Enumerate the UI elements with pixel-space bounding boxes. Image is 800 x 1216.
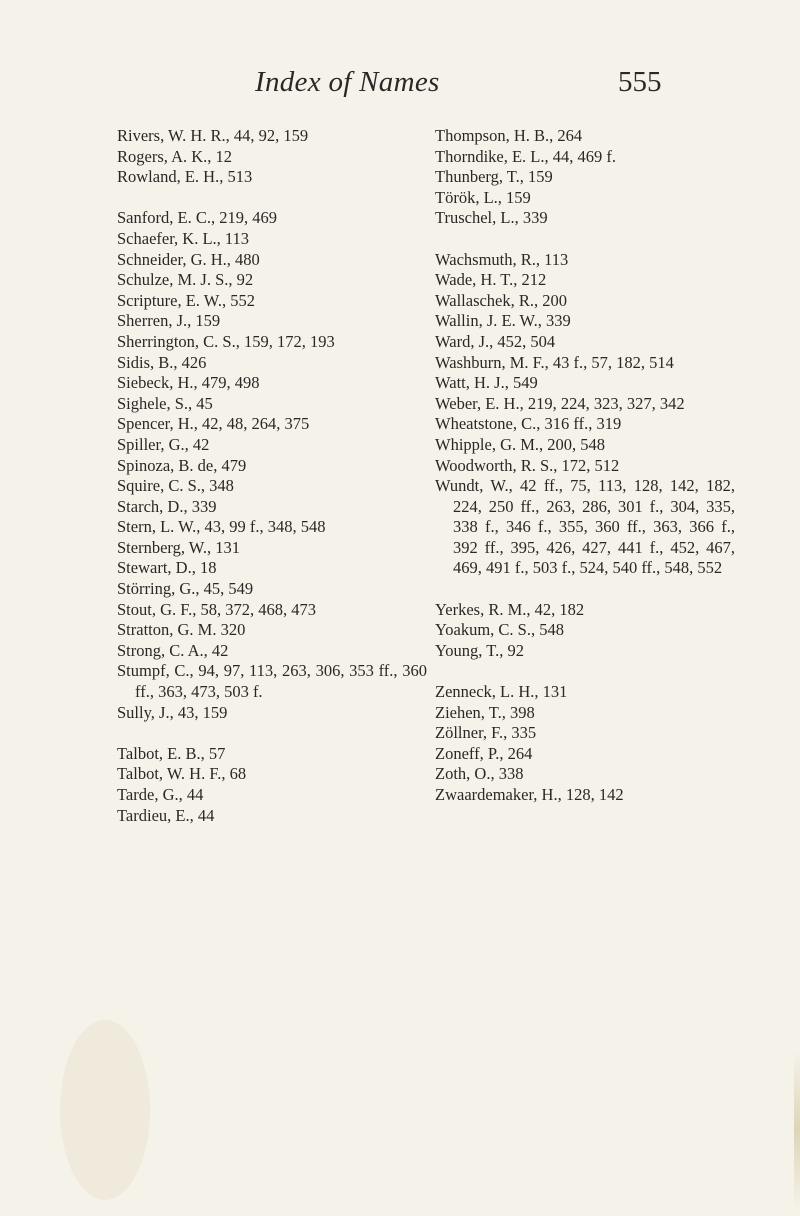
index-entry: Török, L., 159 (435, 187, 531, 207)
index-entry: Spencer, H., 42, 48, 264, 375 (117, 414, 310, 434)
index-entry: Weber, E. H., 219, 224, 323, 327, 342 (435, 393, 685, 413)
page-header (0, 66, 800, 106)
running-title: Index of Names (255, 66, 440, 98)
index-entry: Sidis, B., 426 (117, 352, 207, 372)
letter-section-gap (435, 579, 735, 600)
index-entry: Wallin, J. E. W., 339 (435, 311, 571, 331)
index-entry: Young, T., 92 (435, 640, 524, 660)
index-entry: Ziehen, T., 398 (435, 702, 535, 722)
index-entry: Yoakum, C. S., 548 (435, 620, 564, 640)
index-entry: Sully, J., 43, 159 (117, 702, 228, 722)
index-column-right (435, 126, 735, 806)
index-entry: Schneider, G. H., 480 (117, 249, 260, 269)
index-entry: Sternberg, W., 131 (117, 537, 240, 557)
index-entry: Störring, G., 45, 549 (117, 579, 254, 599)
index-entry: Ward, J., 452, 504 (435, 331, 556, 351)
index-entry: Zoth, O., 338 (435, 764, 524, 784)
paper-stain (60, 1020, 150, 1200)
letter-section-gap (435, 229, 735, 250)
index-entry: Tardieu, E., 44 (117, 805, 215, 825)
index-entry: Washburn, M. F., 43 f., 57, 182, 514 (435, 352, 674, 372)
index-entry: Wundt, W., 42 ff., 75, 113, 128, 142, 182, 224, 250 ff., 263, 286, 301 f., 304, 335, 338 f., 346 f., 355, 360 ff., 363, 366 f., 392 ff., 395, 426, 427, 441 f., 452, 467, 469, 491 f., 503 f., 524, 540 ff., 548, 552 (435, 476, 735, 578)
index-entry: Zwaardemaker, H., 128, 142 (435, 785, 624, 804)
index-entry: Sanford, E. C., 219, 469 (117, 208, 277, 228)
index-entry: Schaefer, K. L., 113 (117, 228, 250, 248)
index-entry: Rivers, W. H. R., 44, 92, 159 (117, 126, 309, 145)
index-entry: Wheatstone, C., 316 ff., 319 (435, 414, 622, 434)
index-entry: Thunberg, T., 159 (435, 167, 553, 187)
index-entry: Spiller, G., 42 (117, 434, 210, 454)
index-entry: Zöllner, F., 335 (435, 723, 537, 743)
index-entry: Zenneck, L. H., 131 (435, 682, 568, 702)
index-column-left (117, 126, 427, 826)
index-entry: Rogers, A. K., 12 (117, 146, 233, 166)
index-entry: Wade, H. T., 212 (435, 270, 547, 290)
letter-section-gap (117, 723, 427, 744)
index-entry: Stewart, D., 18 (117, 558, 217, 578)
index-entry: Whipple, G. M., 200, 548 (435, 434, 606, 454)
index-entry: Spinoza, B. de, 479 (117, 455, 247, 475)
index-entry: Squire, C. S., 348 (117, 476, 234, 496)
index-entry: Tarde, G., 44 (117, 785, 204, 804)
index-entry: Wallaschek, R., 200 (435, 290, 568, 310)
index-entry: Schulze, M. J. S., 92 (117, 270, 254, 290)
index-entry: Woodworth, R. S., 172, 512 (435, 455, 620, 475)
index-entry: Watt, H. J., 549 (435, 373, 538, 393)
index-entry: Sherren, J., 159 (117, 311, 221, 331)
index-entry: Stratton, G. M. 320 (117, 620, 246, 640)
index-entry: Starch, D., 339 (117, 496, 217, 516)
index-entry: Wachsmuth, R., 113 (435, 249, 569, 269)
letter-section-gap (435, 661, 735, 682)
index-entry: Talbot, E. B., 57 (117, 743, 226, 763)
index-entry: Sherrington, C. S., 159, 172, 193 (117, 331, 335, 351)
index-entry: Sighele, S., 45 (117, 393, 213, 413)
index-entry: Scripture, E. W., 552 (117, 290, 255, 310)
letter-section-gap (117, 188, 427, 209)
index-entry: Talbot, W. H. F., 68 (117, 764, 247, 784)
page-edge-discoloration (794, 1050, 800, 1210)
index-entry: Thorndike, E. L., 44, 469 f. (435, 146, 617, 166)
index-entry: Truschel, L., 339 (435, 208, 548, 228)
index-entry: Thompson, H. B., 264 (435, 126, 583, 145)
index-entry: Stern, L. W., 43, 99 f., 348, 548 (117, 517, 326, 537)
index-entry: Stout, G. F., 58, 372, 468, 473 (117, 599, 316, 619)
index-entry: Siebeck, H., 479, 498 (117, 373, 260, 393)
index-entry: Strong, C. A., 42 (117, 640, 229, 660)
index-entry: Rowland, E. H., 513 (117, 167, 253, 187)
index-entry: Stumpf, C., 94, 97, 113, 263, 306, 353 ff., 360 ff., 363, 473, 503 f. (117, 661, 427, 702)
index-entry: Zoneff, P., 264 (435, 743, 533, 763)
page-number: 555 (618, 66, 662, 98)
index-entry: Yerkes, R. M., 42, 182 (435, 599, 585, 619)
